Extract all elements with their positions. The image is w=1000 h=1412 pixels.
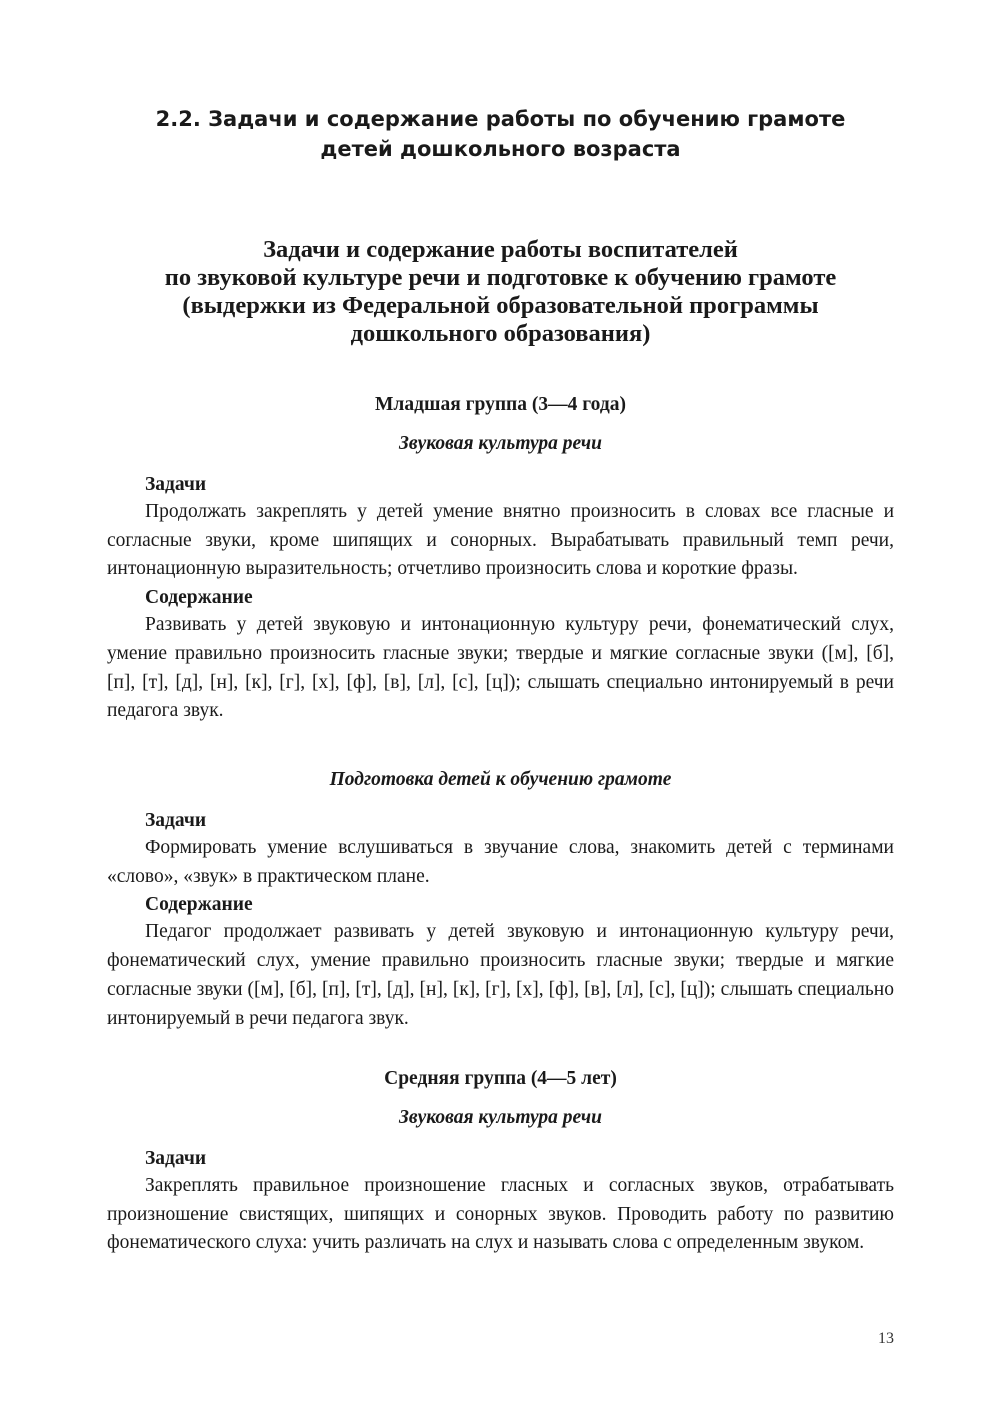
main-title-line-4: дошкольного образования) (350, 320, 651, 347)
page-number: 13 (878, 1330, 894, 1347)
section-title (107, 104, 894, 164)
section-title-line-2: детей дошкольного возраста (320, 137, 681, 161)
tasks-label: Задачи (145, 474, 207, 495)
content-label: Содержание (145, 587, 253, 609)
middle-sound-culture-subtitle: Звуковая культура речи (398, 1107, 603, 1128)
main-title-line-2: по звуковой культуре речи и подготовке к обучению грамоте (164, 264, 837, 291)
junior-sound-culture-block (107, 471, 894, 726)
junior-sound-culture-subtitle: Звуковая культура речи (398, 433, 603, 454)
main-title-line-3: (выдержки из Федеральной образовательной программы (182, 292, 819, 319)
main-title (107, 236, 894, 348)
junior-literacy-prep-block (107, 807, 894, 1033)
content-paragraph: Развивать у детей звуковую и интонационную культуру речи, фонематический слух, умение правильно произносить гласные звуки; твердые и мягкие согласные звуки ([м], [б], [п], [т], [д], [н], [к], [г], [х], [ф], [в], [л], [с], [ц]); слышать специально интонируемый в речи педагога звук. (107, 614, 894, 722)
tasks-label: Задачи (145, 1148, 207, 1169)
main-title-line-1: Задачи и содержание работы воспитателей (263, 236, 738, 263)
tasks-paragraph: Закреплять правильное произношение гласных и согласных звуков, отрабатывать произношение свистящих, шипящих и сонорных звуков. Проводить работу по развитию фонематического слуха: учить различать на слух и называть слова с определенным звуком. (107, 1175, 894, 1254)
content-paragraph: Педагог продолжает развивать у детей звуковую и интонационную культуру речи, фонематический слух, умение правильно произносить гласные звуки; твердые и мягкие согласные звуки ([м], [б], [п], [т], [д], [н], [к], [г], [х], [ф], [в], [л], [с], [ц]); слышать специально интонируемый в речи педагога звук. (107, 921, 894, 1029)
junior-group-title: Младшая группа (3—4 года) (375, 394, 626, 415)
middle-group-title: Средняя группа (4—5 лет) (384, 1068, 617, 1089)
tasks-paragraph: Формировать умение вслушиваться в звучание слова, знакомить детей с терминами «слово», «звук» в практическом плане. (107, 837, 894, 887)
tasks-paragraph: Продолжать закреплять у детей умение внятно произносить в словах все гласные и согласные звуки, кроме шипящих и сонорных. Вырабатывать правильный темп речи, интонационную выразительность; отчетливо произносить слова и короткие фразы. (107, 501, 894, 580)
content-label: Содержание (145, 894, 253, 916)
tasks-label: Задачи (145, 810, 207, 831)
document-page (107, 0, 894, 1412)
middle-sound-culture-block (107, 1145, 894, 1258)
junior-literacy-prep-subtitle: Подготовка детей к обучению грамоте (329, 769, 672, 790)
section-title-line-1: 2.2. Задачи и содержание работы по обучению грамоте (155, 107, 846, 131)
